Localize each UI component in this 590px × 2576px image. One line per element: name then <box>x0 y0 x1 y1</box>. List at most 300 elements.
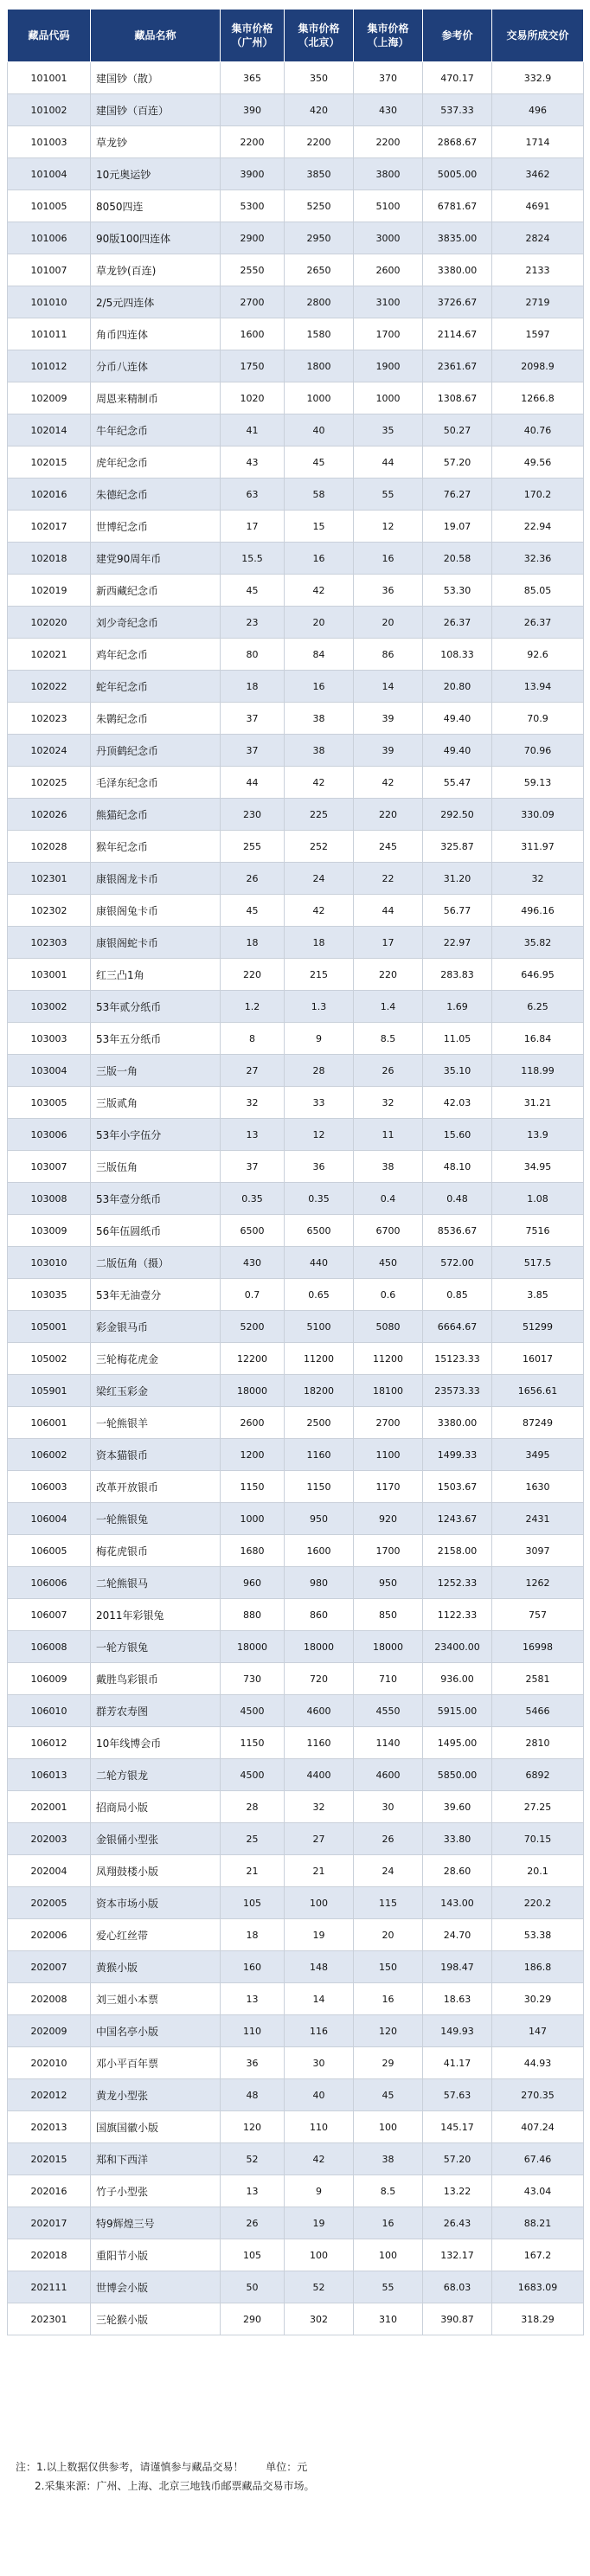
cell-price-guangzhou: 37 <box>221 1151 285 1183</box>
cell-reference-price: 33.80 <box>423 1823 492 1855</box>
cell-price-guangzhou: 52 <box>221 2143 285 2175</box>
cell-price-shanghai: 220 <box>354 799 423 831</box>
cell-price-guangzhou: 13 <box>221 2175 285 2207</box>
cell-reference-price: 2361.67 <box>423 350 492 382</box>
table-row <box>8 2047 584 2079</box>
cell-price-beijing: 1600 <box>285 1535 354 1567</box>
cell-price-guangzhou: 1750 <box>221 350 285 382</box>
cell-name: 二轮方银龙 <box>91 1759 221 1791</box>
cell-price-shanghai: 20 <box>354 1919 423 1951</box>
cell-price-shanghai: 38 <box>354 1151 423 1183</box>
cell-price-shanghai: 100 <box>354 2111 423 2143</box>
cell-price-shanghai: 22 <box>354 863 423 895</box>
cell-price-shanghai: 44 <box>354 895 423 927</box>
cell-price-beijing: 1000 <box>285 382 354 414</box>
cell-price-beijing: 100 <box>285 2239 354 2271</box>
cell-code: 101006 <box>8 222 91 254</box>
cell-price-shanghai: 17 <box>354 927 423 959</box>
table-row <box>8 2271 584 2303</box>
cell-exchange-price: 3.85 <box>492 1279 584 1311</box>
cell-price-shanghai: 24 <box>354 1855 423 1887</box>
cell-code: 103006 <box>8 1119 91 1151</box>
cell-exchange-price: 3097 <box>492 1535 584 1567</box>
cell-exchange-price: 1683.09 <box>492 2271 584 2303</box>
cell-price-guangzhou: 1150 <box>221 1727 285 1759</box>
cell-reference-price: 6664.67 <box>423 1311 492 1343</box>
cell-reference-price: 470.17 <box>423 62 492 94</box>
cell-price-guangzhou: 50 <box>221 2271 285 2303</box>
cell-exchange-price: 40.76 <box>492 414 584 446</box>
cell-price-shanghai: 920 <box>354 1503 423 1535</box>
cell-name: 资本市场小版 <box>91 1887 221 1919</box>
cell-price-shanghai: 430 <box>354 94 423 126</box>
cell-code: 202017 <box>8 2207 91 2239</box>
table-body <box>8 62 584 2335</box>
cell-price-beijing: 2800 <box>285 286 354 318</box>
cell-reference-price: 198.47 <box>423 1951 492 1983</box>
cell-exchange-price: 318.29 <box>492 2303 584 2335</box>
cell-price-shanghai: 0.4 <box>354 1183 423 1215</box>
cell-price-guangzhou: 37 <box>221 735 285 767</box>
cell-price-beijing: 52 <box>285 2271 354 2303</box>
cell-exchange-price: 1262 <box>492 1567 584 1599</box>
cell-name: 中国名亭小版 <box>91 2015 221 2047</box>
cell-price-shanghai: 245 <box>354 831 423 863</box>
cell-price-guangzhou: 1000 <box>221 1503 285 1535</box>
cell-exchange-price: 1630 <box>492 1471 584 1503</box>
cell-name: 90版100四连体 <box>91 222 221 254</box>
cell-name: 牛年纪念币 <box>91 414 221 446</box>
cell-name: 改革开放银币 <box>91 1471 221 1503</box>
cell-price-shanghai: 2700 <box>354 1407 423 1439</box>
cell-name: 虎年纪念币 <box>91 446 221 479</box>
cell-code: 103007 <box>8 1151 91 1183</box>
cell-name: 一轮方银兔 <box>91 1631 221 1663</box>
cell-code: 202016 <box>8 2175 91 2207</box>
cell-reference-price: 1243.67 <box>423 1503 492 1535</box>
cell-exchange-price: 1656.61 <box>492 1375 584 1407</box>
cell-price-beijing: 1150 <box>285 1471 354 1503</box>
cell-name: 康银阁蛇卡币 <box>91 927 221 959</box>
cell-price-beijing: 19 <box>285 2207 354 2239</box>
table-row <box>8 1759 584 1791</box>
cell-price-shanghai: 8.5 <box>354 2175 423 2207</box>
cell-price-beijing: 4600 <box>285 1695 354 1727</box>
cell-name: 10年线博会币 <box>91 1727 221 1759</box>
cell-price-beijing: 5100 <box>285 1311 354 1343</box>
cell-price-beijing: 27 <box>285 1823 354 1855</box>
table-row <box>8 831 584 863</box>
cell-exchange-price: 5466 <box>492 1695 584 1727</box>
cell-price-beijing: 42 <box>285 575 354 607</box>
cell-price-guangzhou: 23 <box>221 607 285 639</box>
cell-exchange-price: 2824 <box>492 222 584 254</box>
cell-price-shanghai: 2600 <box>354 254 423 286</box>
cell-code: 101003 <box>8 126 91 158</box>
cell-exchange-price: 70.9 <box>492 703 584 735</box>
cell-price-beijing: 24 <box>285 863 354 895</box>
cell-price-beijing: 84 <box>285 639 354 671</box>
cell-price-shanghai: 55 <box>354 2271 423 2303</box>
cell-price-guangzhou: 2550 <box>221 254 285 286</box>
cell-code: 202018 <box>8 2239 91 2271</box>
table-row <box>8 1087 584 1119</box>
cell-code: 102022 <box>8 671 91 703</box>
cell-name: 金银俑小型张 <box>91 1823 221 1855</box>
table-row <box>8 1215 584 1247</box>
cell-code: 103035 <box>8 1279 91 1311</box>
cell-price-guangzhou: 44 <box>221 767 285 799</box>
cell-exchange-price: 30.29 <box>492 1983 584 2015</box>
cell-price-shanghai: 3100 <box>354 286 423 318</box>
cell-price-guangzhou: 230 <box>221 799 285 831</box>
cell-code: 106004 <box>8 1503 91 1535</box>
price-table <box>7 9 584 2335</box>
cell-exchange-price: 88.21 <box>492 2207 584 2239</box>
cell-price-guangzhou: 18000 <box>221 1631 285 1663</box>
cell-exchange-price: 3462 <box>492 158 584 190</box>
cell-price-guangzhou: 18 <box>221 1919 285 1951</box>
cell-price-shanghai: 3800 <box>354 158 423 190</box>
cell-price-shanghai: 1170 <box>354 1471 423 1503</box>
cell-price-guangzhou: 365 <box>221 62 285 94</box>
cell-exchange-price: 16998 <box>492 1631 584 1663</box>
cell-name: 56年伍圆纸币 <box>91 1215 221 1247</box>
header-name: 藏品名称 <box>91 10 221 62</box>
cell-code: 101007 <box>8 254 91 286</box>
cell-name: 世博会小版 <box>91 2271 221 2303</box>
cell-price-guangzhou: 5200 <box>221 1311 285 1343</box>
cell-reference-price: 50.27 <box>423 414 492 446</box>
cell-price-guangzhou: 6500 <box>221 1215 285 1247</box>
cell-reference-price: 132.17 <box>423 2239 492 2271</box>
cell-exchange-price: 92.6 <box>492 639 584 671</box>
cell-reference-price: 19.07 <box>423 511 492 543</box>
cell-price-guangzhou: 15.5 <box>221 543 285 575</box>
cell-price-guangzhou: 26 <box>221 2207 285 2239</box>
table-row <box>8 1183 584 1215</box>
cell-price-shanghai: 150 <box>354 1951 423 1983</box>
cell-code: 102016 <box>8 479 91 511</box>
cell-reference-price: 143.00 <box>423 1887 492 1919</box>
cell-code: 102015 <box>8 446 91 479</box>
cell-price-beijing: 1160 <box>285 1727 354 1759</box>
note-1: 注：1.以上数据仅供参考，请谨慎参与藏品交易！ <box>16 2461 244 2473</box>
cell-reference-price: 26.37 <box>423 607 492 639</box>
cell-price-shanghai: 120 <box>354 2015 423 2047</box>
cell-code: 202005 <box>8 1887 91 1919</box>
cell-name: 康银阁龙卡币 <box>91 863 221 895</box>
cell-price-shanghai: 310 <box>354 2303 423 2335</box>
cell-exchange-price: 646.95 <box>492 959 584 991</box>
cell-price-shanghai: 18100 <box>354 1375 423 1407</box>
table-row <box>8 703 584 735</box>
cell-reference-price: 41.17 <box>423 2047 492 2079</box>
cell-name: 三轮梅花虎金 <box>91 1343 221 1375</box>
cell-price-guangzhou: 1150 <box>221 1471 285 1503</box>
cell-reference-price: 20.80 <box>423 671 492 703</box>
cell-exchange-price: 118.99 <box>492 1055 584 1087</box>
cell-exchange-price: 147 <box>492 2015 584 2047</box>
cell-price-guangzhou: 2200 <box>221 126 285 158</box>
cell-price-shanghai: 35 <box>354 414 423 446</box>
cell-price-beijing: 38 <box>285 703 354 735</box>
cell-price-guangzhou: 390 <box>221 94 285 126</box>
cell-exchange-price: 6892 <box>492 1759 584 1791</box>
cell-price-shanghai: 44 <box>354 446 423 479</box>
cell-price-shanghai: 370 <box>354 62 423 94</box>
cell-price-guangzhou: 25 <box>221 1823 285 1855</box>
cell-exchange-price: 53.38 <box>492 1919 584 1951</box>
cell-exchange-price: 2098.9 <box>492 350 584 382</box>
cell-price-shanghai: 1100 <box>354 1439 423 1471</box>
cell-code: 105901 <box>8 1375 91 1407</box>
table-row <box>8 1503 584 1535</box>
cell-price-beijing: 225 <box>285 799 354 831</box>
cell-reference-price: 936.00 <box>423 1663 492 1695</box>
cell-price-beijing: 950 <box>285 1503 354 1535</box>
table-row <box>8 639 584 671</box>
cell-name: 黄龙小型张 <box>91 2079 221 2111</box>
cell-reference-price: 39.60 <box>423 1791 492 1823</box>
table-row <box>8 1599 584 1631</box>
cell-code: 101010 <box>8 286 91 318</box>
cell-reference-price: 68.03 <box>423 2271 492 2303</box>
cell-price-beijing: 19 <box>285 1919 354 1951</box>
cell-name: 53年小字伍分 <box>91 1119 221 1151</box>
cell-reference-price: 20.58 <box>423 543 492 575</box>
cell-price-shanghai: 55 <box>354 479 423 511</box>
cell-price-beijing: 215 <box>285 959 354 991</box>
cell-name: 2011年彩银兔 <box>91 1599 221 1631</box>
cell-price-shanghai: 5100 <box>354 190 423 222</box>
cell-price-shanghai: 5080 <box>354 1311 423 1343</box>
cell-exchange-price: 22.94 <box>492 511 584 543</box>
cell-price-guangzhou: 960 <box>221 1567 285 1599</box>
cell-price-beijing: 11200 <box>285 1343 354 1375</box>
cell-price-guangzhou: 13 <box>221 1119 285 1151</box>
table-row <box>8 1567 584 1599</box>
cell-code: 103010 <box>8 1247 91 1279</box>
cell-price-beijing: 2500 <box>285 1407 354 1439</box>
cell-exchange-price: 49.56 <box>492 446 584 479</box>
cell-price-beijing: 0.65 <box>285 1279 354 1311</box>
cell-name: 熊猫纪念币 <box>91 799 221 831</box>
cell-price-shanghai: 16 <box>354 543 423 575</box>
cell-name: 刘少奇纪念币 <box>91 607 221 639</box>
cell-price-beijing: 148 <box>285 1951 354 1983</box>
cell-code: 101004 <box>8 158 91 190</box>
cell-price-shanghai: 1140 <box>354 1727 423 1759</box>
cell-exchange-price: 2719 <box>492 286 584 318</box>
cell-name: 建国钞（百连） <box>91 94 221 126</box>
cell-price-shanghai: 20 <box>354 607 423 639</box>
cell-price-guangzhou: 48 <box>221 2079 285 2111</box>
cell-price-shanghai: 8.5 <box>354 1023 423 1055</box>
cell-price-shanghai: 39 <box>354 735 423 767</box>
cell-exchange-price: 20.1 <box>492 1855 584 1887</box>
cell-code: 102019 <box>8 575 91 607</box>
cell-price-shanghai: 45 <box>354 2079 423 2111</box>
cell-exchange-price: 13.94 <box>492 671 584 703</box>
table-row <box>8 1887 584 1919</box>
cell-code: 106007 <box>8 1599 91 1631</box>
cell-price-guangzhou: 18 <box>221 927 285 959</box>
table-row <box>8 2303 584 2335</box>
cell-exchange-price: 70.15 <box>492 1823 584 1855</box>
cell-price-beijing: 720 <box>285 1663 354 1695</box>
table-row <box>8 2207 584 2239</box>
cell-reference-price: 1503.67 <box>423 1471 492 1503</box>
cell-price-beijing: 2950 <box>285 222 354 254</box>
cell-reference-price: 57.20 <box>423 446 492 479</box>
table-row <box>8 1119 584 1151</box>
cell-name: 国旗国徽小版 <box>91 2111 221 2143</box>
cell-code: 202001 <box>8 1791 91 1823</box>
cell-price-beijing: 420 <box>285 94 354 126</box>
cell-reference-price: 15123.33 <box>423 1343 492 1375</box>
cell-name: 刘三姐小本票 <box>91 1983 221 2015</box>
table-row <box>8 1823 584 1855</box>
cell-exchange-price: 167.2 <box>492 2239 584 2271</box>
table-row <box>8 414 584 446</box>
cell-reference-price: 0.85 <box>423 1279 492 1311</box>
cell-price-guangzhou: 1.2 <box>221 991 285 1023</box>
cell-price-beijing: 58 <box>285 479 354 511</box>
cell-name: 红三凸1角 <box>91 959 221 991</box>
cell-exchange-price: 407.24 <box>492 2111 584 2143</box>
cell-exchange-price: 220.2 <box>492 1887 584 1919</box>
cell-reference-price: 2868.67 <box>423 126 492 158</box>
cell-price-shanghai: 16 <box>354 2207 423 2239</box>
cell-reference-price: 31.20 <box>423 863 492 895</box>
cell-price-shanghai: 115 <box>354 1887 423 1919</box>
table-row <box>8 1855 584 1887</box>
table-row <box>8 1055 584 1087</box>
table-row <box>8 767 584 799</box>
cell-price-beijing: 42 <box>285 767 354 799</box>
cell-code: 106005 <box>8 1535 91 1567</box>
cell-price-shanghai: 850 <box>354 1599 423 1631</box>
cell-price-guangzhou: 220 <box>221 959 285 991</box>
table-row <box>8 254 584 286</box>
cell-reference-price: 2158.00 <box>423 1535 492 1567</box>
cell-price-shanghai: 220 <box>354 959 423 991</box>
cell-name: 53年五分纸币 <box>91 1023 221 1055</box>
cell-code: 106002 <box>8 1439 91 1471</box>
cell-price-guangzhou: 41 <box>221 414 285 446</box>
cell-price-shanghai: 1000 <box>354 382 423 414</box>
cell-exchange-price: 270.35 <box>492 2079 584 2111</box>
table-row <box>8 158 584 190</box>
table-row <box>8 1535 584 1567</box>
cell-code: 106001 <box>8 1407 91 1439</box>
cell-code: 102017 <box>8 511 91 543</box>
cell-code: 102023 <box>8 703 91 735</box>
cell-reference-price: 1495.00 <box>423 1727 492 1759</box>
cell-price-guangzhou: 730 <box>221 1663 285 1695</box>
cell-price-beijing: 14 <box>285 1983 354 2015</box>
cell-reference-price: 24.70 <box>423 1919 492 1951</box>
table-row <box>8 1919 584 1951</box>
cell-exchange-price: 332.9 <box>492 62 584 94</box>
cell-name: 草龙钞(百连) <box>91 254 221 286</box>
cell-reference-price: 57.20 <box>423 2143 492 2175</box>
cell-price-guangzhou: 4500 <box>221 1759 285 1791</box>
cell-price-guangzhou: 2700 <box>221 286 285 318</box>
cell-price-shanghai: 100 <box>354 2239 423 2271</box>
cell-code: 103003 <box>8 1023 91 1055</box>
cell-reference-price: 56.77 <box>423 895 492 927</box>
cell-reference-price: 1308.67 <box>423 382 492 414</box>
cell-price-guangzhou: 26 <box>221 863 285 895</box>
cell-exchange-price: 1714 <box>492 126 584 158</box>
cell-price-guangzhou: 18 <box>221 671 285 703</box>
cell-code: 202009 <box>8 2015 91 2047</box>
cell-reference-price: 5850.00 <box>423 1759 492 1791</box>
cell-exchange-price: 32.36 <box>492 543 584 575</box>
cell-price-beijing: 36 <box>285 1151 354 1183</box>
cell-reference-price: 1252.33 <box>423 1567 492 1599</box>
cell-exchange-price: 44.93 <box>492 2047 584 2079</box>
cell-code: 102021 <box>8 639 91 671</box>
cell-code: 102028 <box>8 831 91 863</box>
cell-price-beijing: 980 <box>285 1567 354 1599</box>
cell-price-beijing: 30 <box>285 2047 354 2079</box>
cell-price-beijing: 6500 <box>285 1215 354 1247</box>
cell-reference-price: 23400.00 <box>423 1631 492 1663</box>
cell-exchange-price: 170.2 <box>492 479 584 511</box>
cell-price-guangzhou: 36 <box>221 2047 285 2079</box>
cell-price-shanghai: 30 <box>354 1791 423 1823</box>
cell-name: 三版伍角 <box>91 1151 221 1183</box>
cell-exchange-price: 70.96 <box>492 735 584 767</box>
cell-reference-price: 292.50 <box>423 799 492 831</box>
cell-name: 三版贰角 <box>91 1087 221 1119</box>
cell-price-guangzhou: 1200 <box>221 1439 285 1471</box>
cell-code: 202004 <box>8 1855 91 1887</box>
cell-name: 53年无油壹分 <box>91 1279 221 1311</box>
cell-reference-price: 13.22 <box>423 2175 492 2207</box>
table-row <box>8 350 584 382</box>
cell-price-beijing: 440 <box>285 1247 354 1279</box>
cell-exchange-price: 34.95 <box>492 1151 584 1183</box>
cell-price-beijing: 252 <box>285 831 354 863</box>
cell-exchange-price: 87249 <box>492 1407 584 1439</box>
cell-name: 凤翔鼓楼小版 <box>91 1855 221 1887</box>
cell-price-shanghai: 12 <box>354 511 423 543</box>
cell-exchange-price: 26.37 <box>492 607 584 639</box>
cell-reference-price: 18.63 <box>423 1983 492 2015</box>
cell-reference-price: 1499.33 <box>423 1439 492 1471</box>
cell-reference-price: 11.05 <box>423 1023 492 1055</box>
table-row <box>8 1695 584 1727</box>
table-row <box>8 1247 584 1279</box>
cell-exchange-price: 2581 <box>492 1663 584 1695</box>
cell-reference-price: 3726.67 <box>423 286 492 318</box>
table-row <box>8 2143 584 2175</box>
cell-reference-price: 108.33 <box>423 639 492 671</box>
table-row <box>8 1727 584 1759</box>
cell-code: 102018 <box>8 543 91 575</box>
table-row <box>8 543 584 575</box>
cell-price-guangzhou: 21 <box>221 1855 285 1887</box>
cell-price-shanghai: 450 <box>354 1247 423 1279</box>
cell-reference-price: 42.03 <box>423 1087 492 1119</box>
cell-exchange-price: 43.04 <box>492 2175 584 2207</box>
cell-code: 102025 <box>8 767 91 799</box>
cell-code: 202301 <box>8 2303 91 2335</box>
